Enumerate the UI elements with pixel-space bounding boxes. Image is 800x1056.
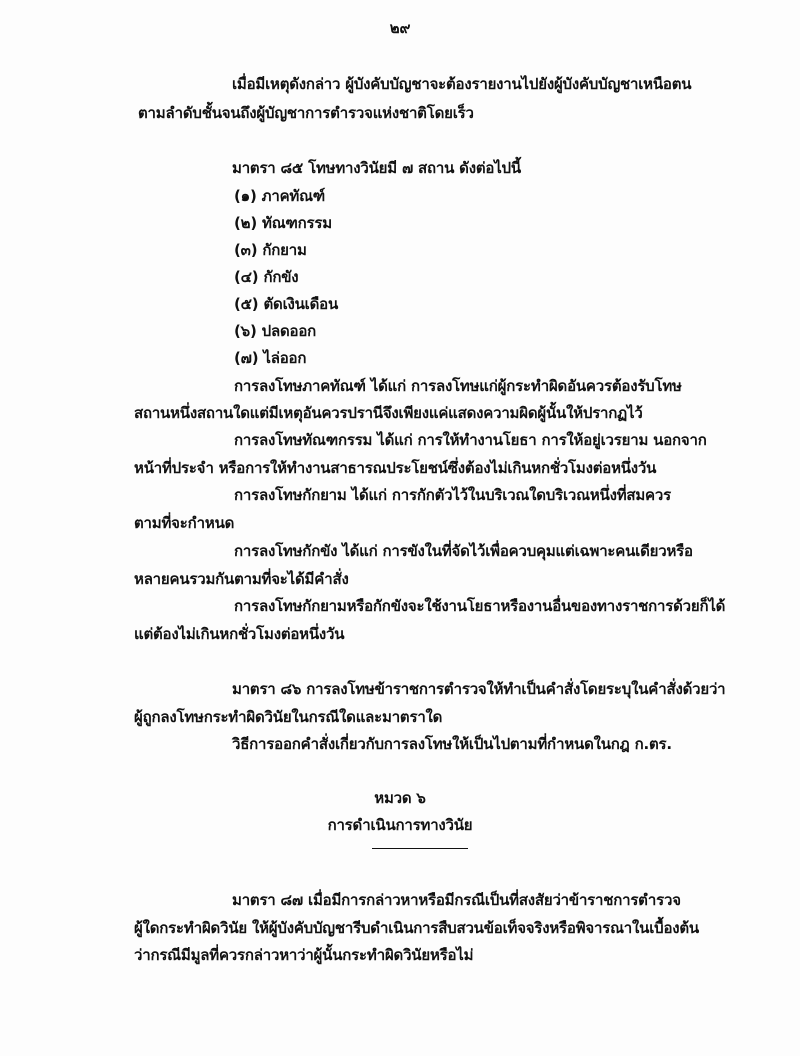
list-item: (๔) กักขัง [234,268,299,286]
paragraph-line: เมื่อมีเหตุดังกล่าว ผู้บังคับบัญชาจะต้องรายงานไปยังผู้บังคับบัญชาเหนือตน [232,75,692,93]
paragraph-line: แต่ต้องไม่เกินหกชั่วโมงต่อหนึ่งวัน [134,625,345,643]
paragraph-line: การลงโทษกักขัง ได้แก่ การขังในที่จัดไว้เพื่อควบคุมแต่เฉพาะคนเดียวหรือ [234,542,693,560]
paragraph-line: ผู้ถูกลงโทษกระทำผิดวินัยในกรณีใดและมาตราใด [134,708,443,726]
chapter-title: การดำเนินการทางวินัย [327,816,473,834]
section-85-heading: มาตรา ๘๕ โทษทางวินัยมี ๗ สถาน ดังต่อไปนี้ [232,159,521,177]
paragraph-line: การลงโทษทัณฑกรรม ได้แก่ การให้ทำงานโยธา การให้อยู่เวรยาม นอกจาก [234,431,707,449]
list-item: (๕) ตัดเงินเดือน [234,295,339,313]
list-item: (๑) ภาคทัณฑ์ [234,187,326,205]
list-item: (๖) ปลดออก [234,322,317,340]
section-87-line: มาตรา ๘๗ เมื่อมีการกล่าวหาหรือมีกรณีเป็นที่สงสัยว่าข้าราชการตำรวจ [232,891,681,909]
paragraph-line: หน้าที่ประจำ หรือการให้ทำงานสาธารณประโยชน์ซึ่งต้องไม่เกินหกชั่วโมงต่อหนึ่งวัน [134,459,657,477]
paragraph-line: สถานหนึ่งสถานใดแต่มีเหตุอันควรปรานีจึงเพียงแค่แสดงความผิดผู้นั้นให้ปรากฏไว้ [134,404,643,422]
chapter-underline [372,848,468,849]
paragraph-line: การลงโทษภาคทัณฑ์ ได้แก่ การลงโทษแก่ผู้กระทำผิดอันควรต้องรับโทษ [234,377,682,395]
paragraph-line: การลงโทษกักยามหรือกักขังจะใช้งานโยธาหรืองานอื่นของทางราชการด้วยก็ได้ [234,597,726,615]
page-number: ๒๙ [389,19,411,37]
list-item: (๗) ไล่ออก [234,349,307,367]
list-item: (๓) กักยาม [234,241,307,259]
paragraph-line: วิธีการออกคำสั่งเกี่ยวกับการลงโทษให้เป็นไปตามที่กำหนดในกฎ ก.ตร. [232,735,672,753]
paragraph-line: การลงโทษกักยาม ได้แก่ การกักตัวไว้ในบริเวณใดบริเวณหนึ่งที่สมควร [234,486,671,504]
list-item: (๒) ทัณฑกรรม [234,214,332,232]
paragraph-line: หลายคนรวมกันตามที่จะได้มีคำสั่ง [134,570,349,588]
section-86-line: มาตรา ๘๖ การลงโทษข้าราชการตำรวจให้ทำเป็นคำสั่งโดยระบุในคำสั่งด้วยว่า [232,680,726,698]
paragraph-line: ว่ากรณีมีมูลที่ควรกล่าวหาว่าผู้นั้นกระทำผิดวินัยหรือไม่ [134,946,474,964]
paragraph-line: ตามลำดับชั้นจนถึงผู้บัญชาการตำรวจแห่งชาติโดยเร็ว [138,104,474,122]
paragraph-line: ผู้ใดกระทำผิดวินัย ให้ผู้บังคับบัญชารีบดำเนินการสืบสวนข้อเท็จจริงหรือพิจารณาในเบื้องต้น [134,919,699,937]
paragraph-line: ตามที่จะกำหนด [134,514,235,532]
chapter-number: หมวด ๖ [374,789,426,807]
